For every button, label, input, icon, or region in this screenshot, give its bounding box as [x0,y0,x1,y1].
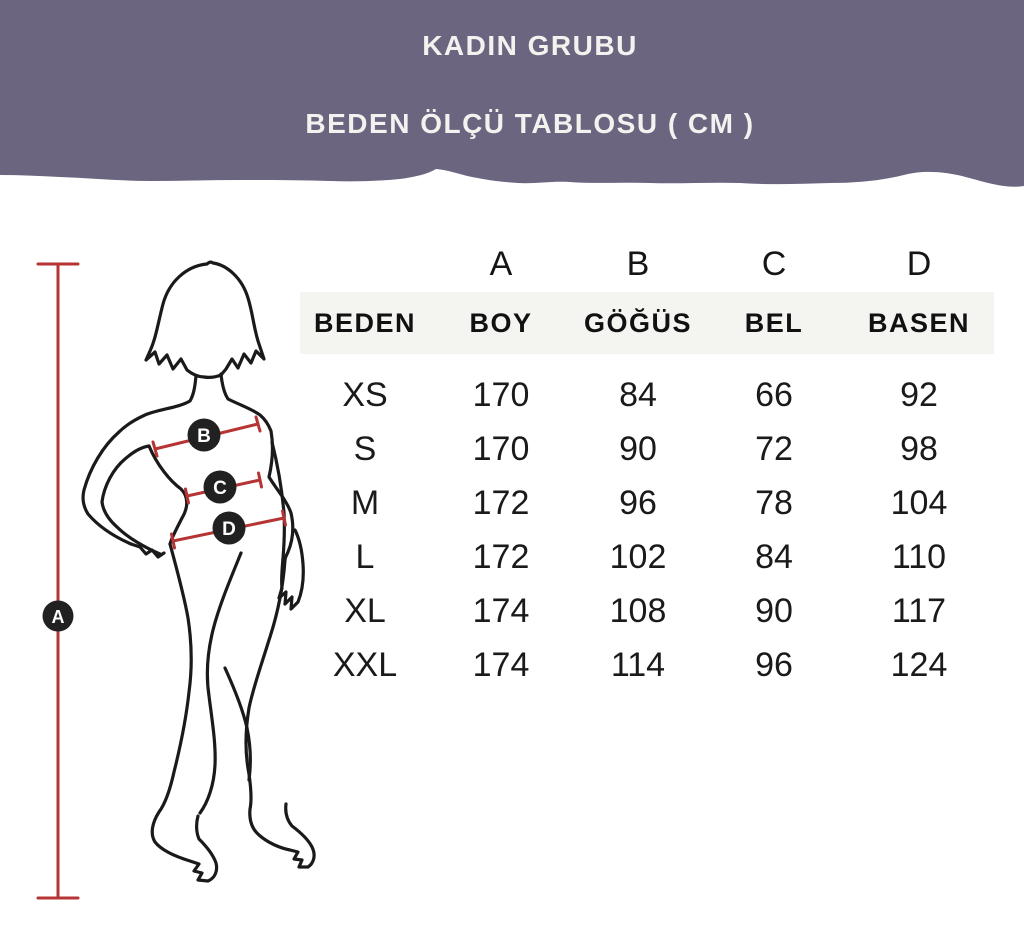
table-cell: 92 [900,375,938,414]
size-table [300,236,994,692]
marker-d-label: D [222,519,236,540]
table-cell: 84 [755,537,793,576]
table-cell: 96 [755,645,793,684]
table-cell: 78 [755,483,793,522]
column-header-boy: BOY [430,292,572,354]
letter-cell-empty [300,236,430,292]
size-label: M [350,483,380,522]
table-spacer [300,354,994,368]
table-cell: 66 [755,375,793,414]
table-cell: 108 [609,591,667,630]
table-cell: 114 [610,645,666,684]
table-cell: 96 [619,483,657,522]
table-cell: 172 [472,483,530,522]
table-cell: 174 [472,645,530,684]
marker-c [204,471,237,504]
size-label: S [353,429,377,468]
table-cell: 102 [609,537,667,576]
size-label: XS [342,375,388,414]
column-header-beden: BEDEN [300,292,430,354]
table-cell: 124 [890,645,948,684]
marker-d [213,512,246,545]
marker-b-label: B [197,426,211,447]
woman-outline [83,262,314,881]
table-cell: 117 [891,591,947,630]
table-cell: 90 [619,429,657,468]
table-cell: 84 [619,375,657,414]
table-cell: 98 [900,429,938,468]
size-label: XL [344,591,386,630]
size-label: L [355,537,375,576]
marker-a-label: A [51,607,65,627]
marker-a [43,601,74,632]
table-cell: 170 [472,375,530,414]
letter-cell-b: B [626,244,650,283]
page-title: KADIN GRUBU [422,30,638,61]
measurement-figure [0,238,340,944]
table-cell: 174 [472,591,530,630]
height-measure-line [38,264,78,898]
table-cell: 104 [890,483,948,522]
table-cell: 170 [472,429,530,468]
page-subtitle: BEDEN ÖLÇÜ TABLOSU ( CM ) [305,108,755,139]
size-label: XXL [332,645,398,684]
table-cell: 72 [755,429,793,468]
torn-edge [0,0,1024,187]
marker-c-label: C [213,478,227,499]
table-cell: 90 [755,591,793,630]
column-header-basen: BASEN [844,292,994,354]
column-header-gogus: GÖĞÜS [572,292,704,354]
marker-b [188,419,221,452]
letter-cell-d: D [906,244,932,283]
table-cell: 110 [891,537,947,576]
column-header-bel: BEL [704,292,844,354]
letter-cell-c: C [761,244,787,283]
letter-cell-a: A [489,244,513,283]
table-cell: 172 [472,537,530,576]
